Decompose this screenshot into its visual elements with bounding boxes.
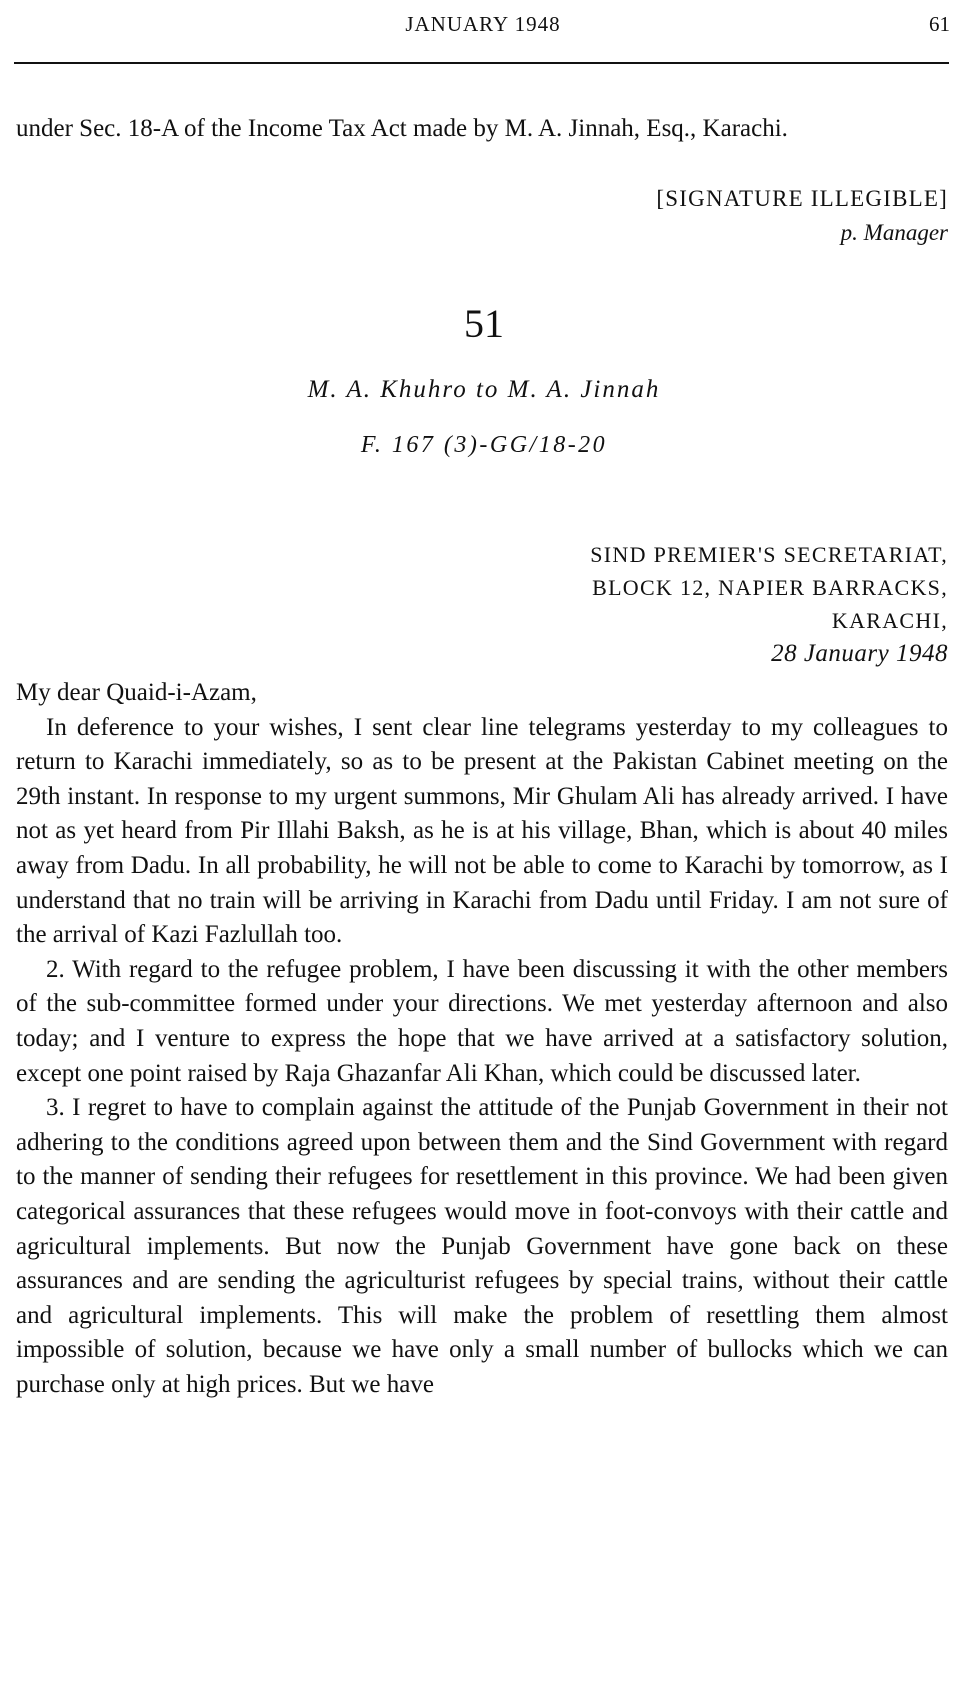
signature-block <box>656 182 948 250</box>
signature-role: p. Manager <box>840 220 948 245</box>
header-rule <box>14 62 949 64</box>
running-title: JANUARY 1948 <box>405 12 561 36</box>
salutation: My dear Quaid-i-Azam, <box>16 679 257 706</box>
letter-paragraph: 3. I regret to have to complain against the attitude of the Punjab Government in their not adhering to the conditions agreed upon between them and the Sind Government with regard to the manner of sending their refugees for resettlement in this province. We had been given categorical assurances that these refugees would move in foot-convoys with their cattle and agricultural implements. But now the Punjab Government have gone back on these assurances and are sending the agriculturist refugees by special trains, without their cattle and agricultural implements. This will make the problem of resettling them almost impossible of solution, because we have only a small number of bullocks which we can purchase only at high prices. But we have <box>16 1094 948 1398</box>
continuation-text: under Sec. 18-A of the Income Tax Act made by M. A. Jinnah, Esq., Karachi. <box>16 115 788 142</box>
signature-name: [SIGNATURE ILLEGIBLE] <box>656 186 948 211</box>
letter-date: 28 January 1948 <box>771 640 948 667</box>
document-number: 51 <box>464 301 504 346</box>
document-heading: M. A. Khuhro to M. A. Jinnah <box>307 376 661 403</box>
letter-paragraph: In deference to your wishes, I sent clear line telegrams yesterday to my colleagues to return to Karachi immediately, so as to be present at the Pakistan Cabinet meeting on the 29th instant. In response to my urgent summons, Mir Ghulam Ali has already arrived. I have not as yet heard from Pir Illahi Baksh, as he is at his village, Bhan, which is about 40 miles away from Dadu. In all probability, he will not be able to come to Karachi by tomorrow, as I understand that no train will be arriving in Karachi from Dadu until Friday. I am not sure of the arrival of Kazi Fazlullah too. <box>16 713 948 949</box>
document-reference: F. 167 (3)-GG/18-20 <box>360 432 608 458</box>
continuation-paragraph <box>16 112 948 147</box>
address-line: SIND PREMIER'S SECRETARIAT, <box>590 542 948 567</box>
address-line: KARACHI, <box>831 608 948 633</box>
page-number: 61 <box>929 12 950 36</box>
running-head <box>16 10 950 40</box>
sender-address <box>590 538 948 670</box>
letter-paragraph: 2. With regard to the refugee problem, I have been discussing it with the other members of the sub-committee formed under your directions. We met yesterday afternoon and also today; and I venture to express the hope that we have arrived at a satisfactory solution, except one point raised by Raja Ghazanfar Ali Khan, which could be discussed later. <box>16 955 948 1087</box>
address-line: BLOCK 12, NAPIER BARRACKS, <box>592 575 948 600</box>
letter-body <box>16 676 948 1402</box>
